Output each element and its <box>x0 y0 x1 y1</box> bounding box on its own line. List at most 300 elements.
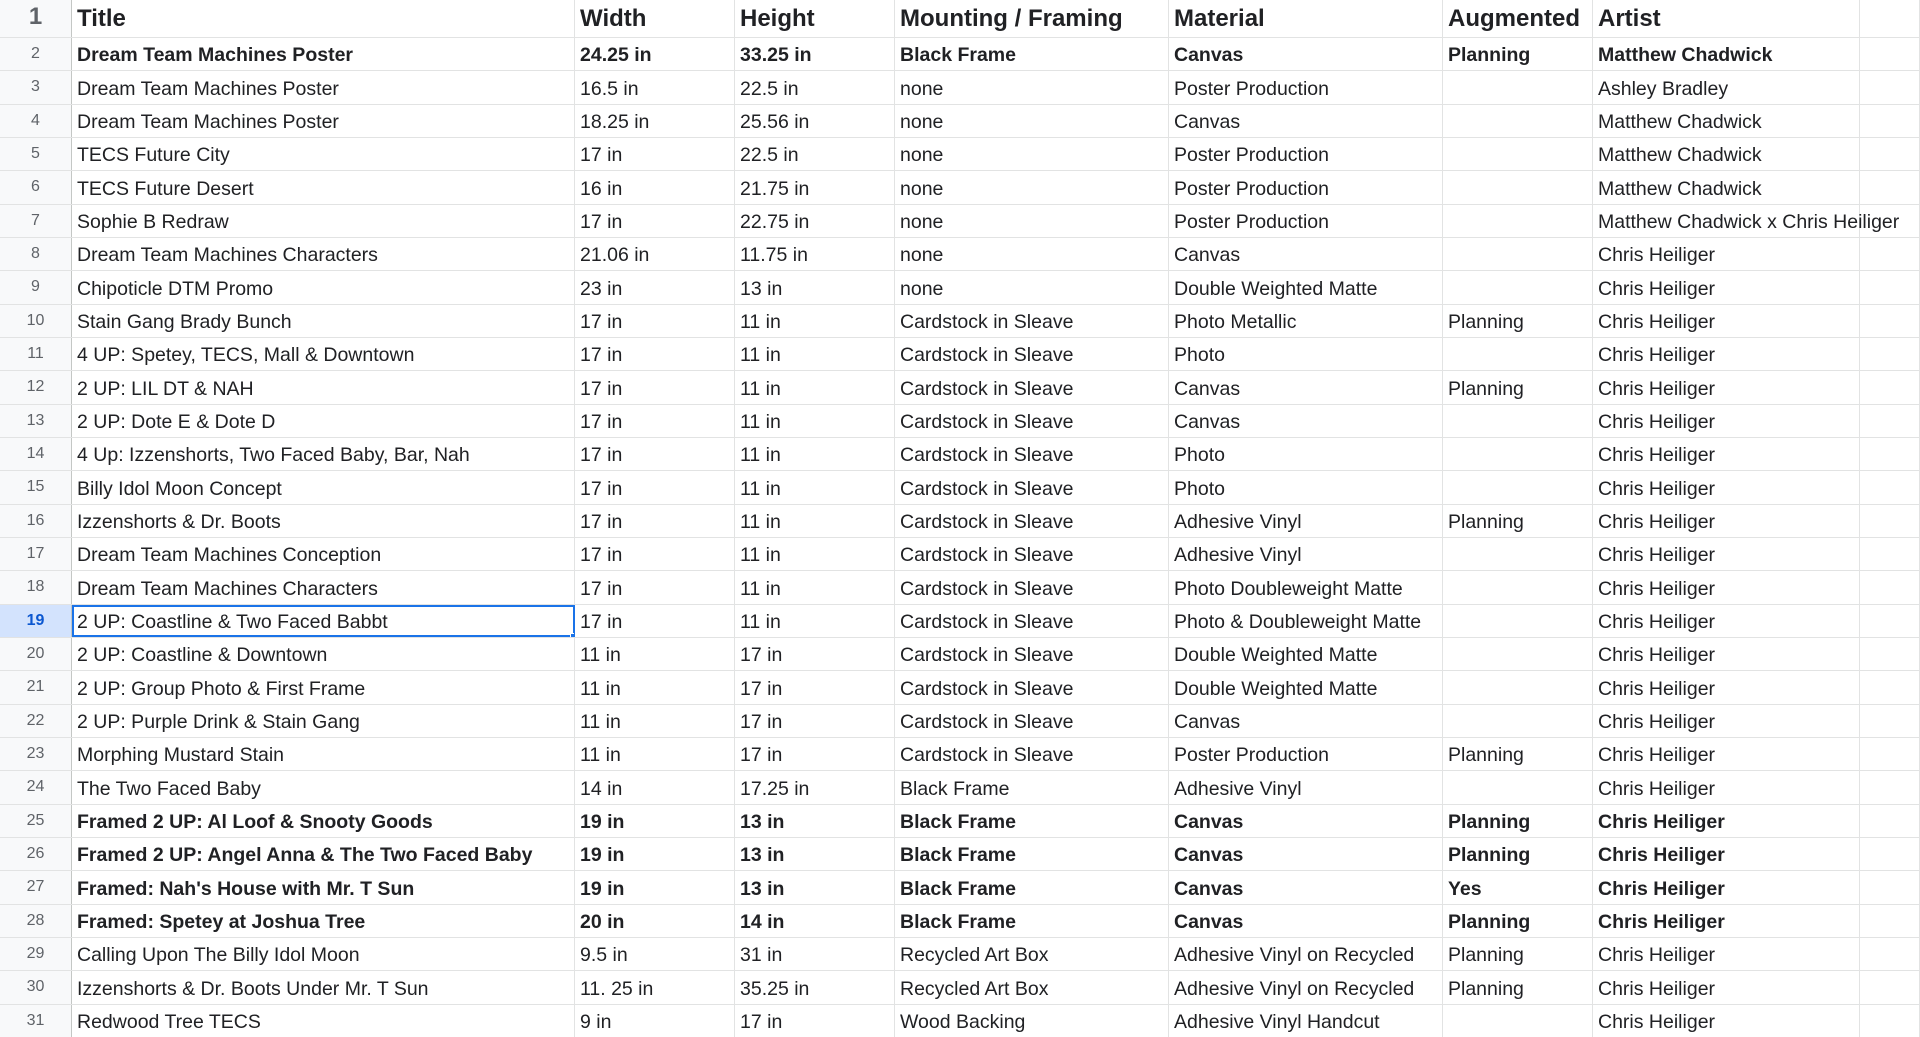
cell-height[interactable]: 11 in <box>735 471 895 503</box>
empty-cell[interactable] <box>1860 505 1920 537</box>
cell-width[interactable]: 17 in <box>575 205 735 237</box>
cell-mounting[interactable]: Cardstock in Sleave <box>895 738 1169 770</box>
cell-mounting[interactable]: Cardstock in Sleave <box>895 405 1169 437</box>
cell-height[interactable]: 11 in <box>735 338 895 370</box>
empty-cell[interactable] <box>1860 538 1920 570</box>
cell-height[interactable]: 13 in <box>735 871 895 903</box>
row-number[interactable]: 18 <box>0 571 72 603</box>
cell-augmented[interactable] <box>1443 205 1593 237</box>
cell-height[interactable]: 17 in <box>735 1005 895 1037</box>
cell-mounting[interactable]: Cardstock in Sleave <box>895 338 1169 370</box>
empty-cell[interactable] <box>1860 805 1920 837</box>
empty-cell[interactable] <box>1860 271 1920 303</box>
row-number[interactable]: 22 <box>0 705 72 737</box>
cell-augmented[interactable] <box>1443 105 1593 137</box>
fill-handle[interactable] <box>570 633 575 637</box>
cell-material[interactable]: Poster Production <box>1169 138 1443 170</box>
cell-artist[interactable]: Matthew Chadwick <box>1593 38 1860 70</box>
row-number[interactable]: 30 <box>0 971 72 1003</box>
table-row <box>0 438 1920 471</box>
cell-mounting[interactable]: Recycled Art Box <box>895 971 1169 1003</box>
table-row <box>0 571 1920 604</box>
row-number[interactable]: 16 <box>0 505 72 537</box>
row-number[interactable]: 26 <box>0 838 72 870</box>
cell-title[interactable]: Framed 2 UP: Al Loof & Snooty Goods <box>72 805 575 837</box>
empty-cell[interactable] <box>1860 738 1920 770</box>
cell-mounting[interactable]: none <box>895 238 1169 270</box>
cell-mounting[interactable]: Cardstock in Sleave <box>895 371 1169 403</box>
cell-title[interactable]: Framed: Spetey at Joshua Tree <box>72 905 575 937</box>
empty-cell[interactable] <box>1860 238 1920 270</box>
cell-mounting[interactable]: Cardstock in Sleave <box>895 638 1169 670</box>
header-title[interactable]: Title <box>72 0 575 37</box>
cell-material[interactable]: Canvas <box>1169 105 1443 137</box>
cell-material[interactable]: Poster Production <box>1169 171 1443 203</box>
cell-mounting[interactable]: Black Frame <box>895 871 1169 903</box>
cell-artist[interactable]: Chris Heiliger <box>1593 271 1860 303</box>
empty-cell[interactable] <box>1860 138 1920 170</box>
cell-artist[interactable]: Chris Heiliger <box>1593 505 1860 537</box>
cell-width[interactable]: 16.5 in <box>575 71 735 103</box>
cell-height[interactable]: 13 in <box>735 271 895 303</box>
cell-width[interactable]: 11 in <box>575 638 735 670</box>
cell-augmented[interactable] <box>1443 605 1593 637</box>
cell-augmented[interactable]: Planning <box>1443 838 1593 870</box>
table-row <box>0 238 1920 271</box>
cell-artist[interactable]: Chris Heiliger <box>1593 738 1860 770</box>
empty-cell[interactable] <box>1860 605 1920 637</box>
cell-mounting[interactable]: Cardstock in Sleave <box>895 505 1169 537</box>
row-number[interactable]: 25 <box>0 805 72 837</box>
row-number[interactable]: 12 <box>0 371 72 403</box>
cell-mounting[interactable]: Cardstock in Sleave <box>895 705 1169 737</box>
empty-cell[interactable] <box>1860 105 1920 137</box>
cell-augmented[interactable] <box>1443 238 1593 270</box>
empty-cell[interactable] <box>1860 571 1920 603</box>
cell-material[interactable]: Adhesive Vinyl on Recycled <box>1169 938 1443 970</box>
cell-material[interactable]: Canvas <box>1169 805 1443 837</box>
row-number[interactable]: 9 <box>0 271 72 303</box>
row-number[interactable]: 20 <box>0 638 72 670</box>
cell-augmented[interactable]: Planning <box>1443 805 1593 837</box>
cell-title[interactable]: 4 UP: Spetey, TECS, Mall & Downtown <box>72 338 575 370</box>
table-row <box>0 638 1920 671</box>
cell-mounting[interactable]: Black Frame <box>895 838 1169 870</box>
cell-title[interactable]: Redwood Tree TECS <box>72 1005 575 1037</box>
cell-augmented[interactable]: Planning <box>1443 971 1593 1003</box>
row-number[interactable]: 6 <box>0 171 72 203</box>
cell-augmented[interactable]: Planning <box>1443 505 1593 537</box>
cell-height[interactable]: 11 in <box>735 505 895 537</box>
cell-augmented[interactable]: Planning <box>1443 905 1593 937</box>
empty-cell[interactable] <box>1860 838 1920 870</box>
empty-cell[interactable] <box>1860 405 1920 437</box>
cell-height[interactable]: 31 in <box>735 938 895 970</box>
cell-artist[interactable]: Chris Heiliger <box>1593 338 1860 370</box>
cell-augmented[interactable] <box>1443 405 1593 437</box>
cell-augmented[interactable] <box>1443 138 1593 170</box>
cell-material[interactable]: Canvas <box>1169 705 1443 737</box>
cell-title[interactable]: The Two Faced Baby <box>72 771 575 803</box>
table-row <box>0 205 1920 238</box>
cell-material[interactable]: Canvas <box>1169 871 1443 903</box>
header-augmented[interactable]: Augmented <box>1443 0 1593 37</box>
row-number[interactable]: 14 <box>0 438 72 470</box>
empty-cell[interactable] <box>1860 305 1920 337</box>
table-row <box>0 705 1920 738</box>
cell-material[interactable]: Photo & Doubleweight Matte <box>1169 605 1443 637</box>
cell-material[interactable]: Canvas <box>1169 405 1443 437</box>
cell-title[interactable]: Dream Team Machines Poster <box>72 38 575 70</box>
cell-artist[interactable]: Chris Heiliger <box>1593 671 1860 703</box>
cell-mounting[interactable]: Recycled Art Box <box>895 938 1169 970</box>
cell-artist[interactable]: Chris Heiliger <box>1593 538 1860 570</box>
cell-artist[interactable]: Chris Heiliger <box>1593 238 1860 270</box>
cell-width[interactable]: 16 in <box>575 171 735 203</box>
cell-mounting[interactable]: Wood Backing <box>895 1005 1169 1037</box>
cell-title[interactable]: 2 UP: Dote E & Dote D <box>72 405 575 437</box>
row-number[interactable]: 3 <box>0 71 72 103</box>
cell-artist[interactable]: Chris Heiliger <box>1593 371 1860 403</box>
cell-width[interactable]: 17 in <box>575 538 735 570</box>
cell-title[interactable]: 4 Up: Izzenshorts, Two Faced Baby, Bar, Nah <box>72 438 575 470</box>
cell-material[interactable]: Photo <box>1169 438 1443 470</box>
row-number[interactable]: 8 <box>0 238 72 270</box>
cell-title[interactable]: 2 UP: Purple Drink & Stain Gang <box>72 705 575 737</box>
header-width[interactable]: Width <box>575 0 735 37</box>
row-number[interactable]: 10 <box>0 305 72 337</box>
cell-height[interactable]: 22.5 in <box>735 138 895 170</box>
cell-artist[interactable]: Chris Heiliger <box>1593 1005 1860 1037</box>
cell-artist[interactable]: Chris Heiliger <box>1593 705 1860 737</box>
cell-height[interactable]: 25.56 in <box>735 105 895 137</box>
cell-width[interactable]: 17 in <box>575 371 735 403</box>
table-row <box>0 971 1920 1004</box>
cell-artist[interactable]: Chris Heiliger <box>1593 605 1860 637</box>
rows-container <box>0 38 1920 1037</box>
cell-title[interactable]: Sophie B Redraw <box>72 205 575 237</box>
row-number[interactable]: 4 <box>0 105 72 137</box>
cell-height[interactable]: 17 in <box>735 671 895 703</box>
cell-artist[interactable]: Chris Heiliger <box>1593 971 1860 1003</box>
cell-width[interactable]: 23 in <box>575 271 735 303</box>
cell-title[interactable]: TECS Future City <box>72 138 575 170</box>
row-number[interactable]: 15 <box>0 471 72 503</box>
cell-artist[interactable]: Chris Heiliger <box>1593 838 1860 870</box>
cell-artist[interactable]: Chris Heiliger <box>1593 871 1860 903</box>
cell-mounting[interactable]: none <box>895 105 1169 137</box>
cell-height[interactable]: 11 in <box>735 405 895 437</box>
cell-title[interactable]: Stain Gang Brady Bunch <box>72 305 575 337</box>
cell-width[interactable]: 18.25 in <box>575 105 735 137</box>
cell-width[interactable]: 17 in <box>575 138 735 170</box>
empty-cell[interactable] <box>1860 905 1920 937</box>
row-number[interactable]: 28 <box>0 905 72 937</box>
cell-title[interactable]: 2 UP: Coastline & Downtown <box>72 638 575 670</box>
empty-cell[interactable] <box>1860 871 1920 903</box>
cell-material[interactable]: Adhesive Vinyl <box>1169 771 1443 803</box>
cell-material[interactable]: Canvas <box>1169 38 1443 70</box>
table-row <box>0 938 1920 971</box>
table-row <box>0 171 1920 204</box>
cell-width[interactable]: 11 in <box>575 705 735 737</box>
cell-material[interactable]: Adhesive Vinyl on Recycled <box>1169 971 1443 1003</box>
row-number[interactable]: 31 <box>0 1005 72 1037</box>
cell-mounting[interactable]: Cardstock in Sleave <box>895 305 1169 337</box>
cell-material[interactable]: Photo <box>1169 471 1443 503</box>
cell-augmented[interactable]: Planning <box>1443 738 1593 770</box>
cell-width[interactable]: 17 in <box>575 338 735 370</box>
table-row <box>0 538 1920 571</box>
cell-material[interactable]: Photo <box>1169 338 1443 370</box>
cell-height[interactable]: 11 in <box>735 438 895 470</box>
cell-material[interactable]: Adhesive Vinyl Handcut <box>1169 1005 1443 1037</box>
empty-cell[interactable] <box>1860 38 1920 70</box>
cell-height[interactable]: 14 in <box>735 905 895 937</box>
row-number[interactable]: 11 <box>0 338 72 370</box>
cell-height[interactable]: 11 in <box>735 538 895 570</box>
selected-cell[interactable] <box>72 605 575 637</box>
cell-artist[interactable]: Chris Heiliger <box>1593 938 1860 970</box>
cell-artist[interactable]: Chris Heiliger <box>1593 305 1860 337</box>
header-material[interactable]: Material <box>1169 0 1443 37</box>
cell-artist[interactable]: Matthew Chadwick <box>1593 171 1860 203</box>
empty-cell[interactable] <box>1860 971 1920 1003</box>
table-row <box>0 871 1920 904</box>
cell-height[interactable]: 17 in <box>735 738 895 770</box>
cell-width[interactable]: 17 in <box>575 405 735 437</box>
cell-mounting[interactable]: Black Frame <box>895 805 1169 837</box>
row-number[interactable]: 17 <box>0 538 72 570</box>
cell-width[interactable]: 17 in <box>575 438 735 470</box>
cell-title[interactable]: Framed: Nah's House with Mr. T Sun <box>72 871 575 903</box>
cell-mounting[interactable]: Cardstock in Sleave <box>895 438 1169 470</box>
empty-cell[interactable] <box>1860 205 1920 237</box>
row-number[interactable]: 1 <box>0 0 72 37</box>
cell-augmented[interactable] <box>1443 771 1593 803</box>
cell-mounting[interactable]: Cardstock in Sleave <box>895 471 1169 503</box>
cell-material[interactable]: Adhesive Vinyl <box>1169 538 1443 570</box>
cell-material[interactable]: Double Weighted Matte <box>1169 671 1443 703</box>
cell-material[interactable]: Double Weighted Matte <box>1169 638 1443 670</box>
empty-cell[interactable] <box>1860 938 1920 970</box>
row-number[interactable]: 24 <box>0 771 72 803</box>
row-number[interactable]: 23 <box>0 738 72 770</box>
cell-width[interactable]: 24.25 in <box>575 38 735 70</box>
empty-cell[interactable] <box>1860 471 1920 503</box>
row-number[interactable]: 13 <box>0 405 72 437</box>
empty-cell[interactable] <box>1860 1005 1920 1037</box>
cell-augmented[interactable] <box>1443 638 1593 670</box>
cell-width[interactable]: 21.06 in <box>575 238 735 270</box>
cell-augmented[interactable] <box>1443 571 1593 603</box>
cell-width[interactable]: 19 in <box>575 871 735 903</box>
table-row <box>0 138 1920 171</box>
cell-height[interactable]: 11 in <box>735 371 895 403</box>
row-number[interactable]: 7 <box>0 205 72 237</box>
cell-artist[interactable]: Matthew Chadwick <box>1593 138 1860 170</box>
cell-height[interactable]: 17 in <box>735 638 895 670</box>
cell-width[interactable]: 9.5 in <box>575 938 735 970</box>
cell-title-text: 2 UP: Coastline & Two Faced Babbt <box>77 610 388 633</box>
cell-height[interactable]: 11.75 in <box>735 238 895 270</box>
cell-material[interactable]: Photo Metallic <box>1169 305 1443 337</box>
cell-material[interactable]: Double Weighted Matte <box>1169 271 1443 303</box>
cell-title[interactable]: Dream Team Machines Poster <box>72 71 575 103</box>
cell-material[interactable]: Adhesive Vinyl <box>1169 505 1443 537</box>
row-number[interactable]: 29 <box>0 938 72 970</box>
cell-title[interactable]: TECS Future Desert <box>72 171 575 203</box>
cell-width[interactable]: 17 in <box>575 471 735 503</box>
cell-material[interactable]: Poster Production <box>1169 205 1443 237</box>
cell-title[interactable]: Izzenshorts & Dr. Boots <box>72 505 575 537</box>
cell-mounting[interactable]: Cardstock in Sleave <box>895 671 1169 703</box>
cell-mounting[interactable]: Black Frame <box>895 905 1169 937</box>
cell-augmented[interactable] <box>1443 171 1593 203</box>
cell-height[interactable]: 13 in <box>735 838 895 870</box>
cell-width[interactable]: 17 in <box>575 571 735 603</box>
cell-augmented[interactable] <box>1443 438 1593 470</box>
cell-artist[interactable]: Matthew Chadwick <box>1593 105 1860 137</box>
cell-height[interactable]: 17.25 in <box>735 771 895 803</box>
cell-augmented[interactable] <box>1443 338 1593 370</box>
cell-artist[interactable]: Chris Heiliger <box>1593 471 1860 503</box>
cell-mounting[interactable]: none <box>895 205 1169 237</box>
cell-title[interactable]: Dream Team Machines Poster <box>72 105 575 137</box>
cell-width[interactable]: 17 in <box>575 305 735 337</box>
cell-height[interactable]: 35.25 in <box>735 971 895 1003</box>
cell-mounting[interactable]: none <box>895 138 1169 170</box>
cell-title[interactable]: Framed 2 UP: Angel Anna & The Two Faced Baby <box>72 838 575 870</box>
empty-cell[interactable] <box>1860 438 1920 470</box>
cell-augmented[interactable] <box>1443 271 1593 303</box>
cell-width[interactable]: 17 in <box>575 505 735 537</box>
cell-material[interactable]: Canvas <box>1169 838 1443 870</box>
cell-material[interactable]: Poster Production <box>1169 738 1443 770</box>
cell-height[interactable]: 11 in <box>735 571 895 603</box>
cell-width[interactable]: 19 in <box>575 805 735 837</box>
cell-title[interactable]: Dream Team Machines Characters <box>72 571 575 603</box>
cell-augmented[interactable] <box>1443 671 1593 703</box>
cell-width[interactable]: 17 in <box>575 605 735 637</box>
empty-cell[interactable] <box>1860 71 1920 103</box>
cell-height[interactable]: 21.75 in <box>735 171 895 203</box>
cell-title[interactable]: Billy Idol Moon Concept <box>72 471 575 503</box>
row-number[interactable]: 5 <box>0 138 72 170</box>
cell-width[interactable]: 11. 25 in <box>575 971 735 1003</box>
cell-height[interactable]: 13 in <box>735 805 895 837</box>
cell-augmented[interactable] <box>1443 1005 1593 1037</box>
cell-height[interactable]: 11 in <box>735 305 895 337</box>
table-row <box>0 805 1920 838</box>
cell-artist[interactable]: Chris Heiliger <box>1593 571 1860 603</box>
header-artist[interactable]: Artist <box>1593 0 1860 37</box>
row-number[interactable]: 19 <box>0 605 72 637</box>
table-row <box>0 1005 1920 1037</box>
empty-cell[interactable] <box>1860 671 1920 703</box>
cell-title[interactable]: Calling Upon The Billy Idol Moon <box>72 938 575 970</box>
cell-artist[interactable]: Chris Heiliger <box>1593 405 1860 437</box>
cell-title[interactable]: Izzenshorts & Dr. Boots Under Mr. T Sun <box>72 971 575 1003</box>
empty-cell[interactable] <box>1860 771 1920 803</box>
cell-mounting[interactable]: Black Frame <box>895 771 1169 803</box>
cell-material[interactable]: Canvas <box>1169 238 1443 270</box>
cell-width[interactable]: 11 in <box>575 671 735 703</box>
cell-height[interactable]: 11 in <box>735 605 895 637</box>
cell-augmented[interactable]: Planning <box>1443 371 1593 403</box>
cell-mounting[interactable]: none <box>895 171 1169 203</box>
cell-artist[interactable]: Chris Heiliger <box>1593 805 1860 837</box>
cell-augmented[interactable] <box>1443 705 1593 737</box>
row-number[interactable]: 21 <box>0 671 72 703</box>
empty-cell[interactable] <box>1860 638 1920 670</box>
table-row <box>0 905 1920 938</box>
cell-artist[interactable]: Matthew Chadwick x Chris Heiliger <box>1593 205 1860 237</box>
table-row <box>0 605 1920 638</box>
cell-mounting[interactable]: Cardstock in Sleave <box>895 571 1169 603</box>
cell-augmented[interactable]: Yes <box>1443 871 1593 903</box>
cell-artist[interactable]: Chris Heiliger <box>1593 638 1860 670</box>
cell-mounting[interactable]: Cardstock in Sleave <box>895 538 1169 570</box>
cell-height[interactable]: 22.5 in <box>735 71 895 103</box>
cell-width[interactable]: 19 in <box>575 838 735 870</box>
table-row <box>0 738 1920 771</box>
cell-mounting[interactable]: Black Frame <box>895 38 1169 70</box>
empty-cell[interactable] <box>1860 371 1920 403</box>
cell-augmented[interactable] <box>1443 538 1593 570</box>
cell-material[interactable]: Poster Production <box>1169 71 1443 103</box>
table-row <box>0 105 1920 138</box>
cell-width[interactable]: 11 in <box>575 738 735 770</box>
cell-artist[interactable]: Ashley Bradley <box>1593 71 1860 103</box>
empty-cell[interactable] <box>1860 338 1920 370</box>
cell-material[interactable]: Canvas <box>1169 905 1443 937</box>
cell-material[interactable]: Canvas <box>1169 371 1443 403</box>
row-number[interactable]: 27 <box>0 871 72 903</box>
cell-title[interactable]: Dream Team Machines Conception <box>72 538 575 570</box>
cell-augmented[interactable] <box>1443 71 1593 103</box>
cell-title[interactable]: 2 UP: LIL DT & NAH <box>72 371 575 403</box>
empty-cell[interactable] <box>1860 0 1920 37</box>
cell-height[interactable]: 17 in <box>735 705 895 737</box>
cell-height[interactable]: 33.25 in <box>735 38 895 70</box>
cell-mounting[interactable]: none <box>895 71 1169 103</box>
cell-title[interactable]: Chipoticle DTM Promo <box>72 271 575 303</box>
cell-artist[interactable]: Chris Heiliger <box>1593 905 1860 937</box>
cell-title[interactable]: 2 UP: Group Photo & First Frame <box>72 671 575 703</box>
cell-title[interactable]: Morphing Mustard Stain <box>72 738 575 770</box>
empty-cell[interactable] <box>1860 171 1920 203</box>
cell-augmented[interactable] <box>1443 471 1593 503</box>
header-height[interactable]: Height <box>735 0 895 37</box>
cell-augmented[interactable]: Planning <box>1443 938 1593 970</box>
cell-width[interactable]: 9 in <box>575 1005 735 1037</box>
cell-material[interactable]: Photo Doubleweight Matte <box>1169 571 1443 603</box>
cell-width[interactable]: 20 in <box>575 905 735 937</box>
cell-title[interactable]: Dream Team Machines Characters <box>72 238 575 270</box>
cell-artist[interactable]: Chris Heiliger <box>1593 771 1860 803</box>
cell-width[interactable]: 14 in <box>575 771 735 803</box>
cell-height[interactable]: 22.75 in <box>735 205 895 237</box>
empty-cell[interactable] <box>1860 705 1920 737</box>
cell-mounting[interactable]: none <box>895 271 1169 303</box>
cell-augmented[interactable]: Planning <box>1443 305 1593 337</box>
cell-augmented[interactable]: Planning <box>1443 38 1593 70</box>
cell-artist[interactable]: Chris Heiliger <box>1593 438 1860 470</box>
header-mounting[interactable]: Mounting / Framing <box>895 0 1169 37</box>
cell-mounting[interactable]: Cardstock in Sleave <box>895 605 1169 637</box>
row-number[interactable]: 2 <box>0 38 72 70</box>
